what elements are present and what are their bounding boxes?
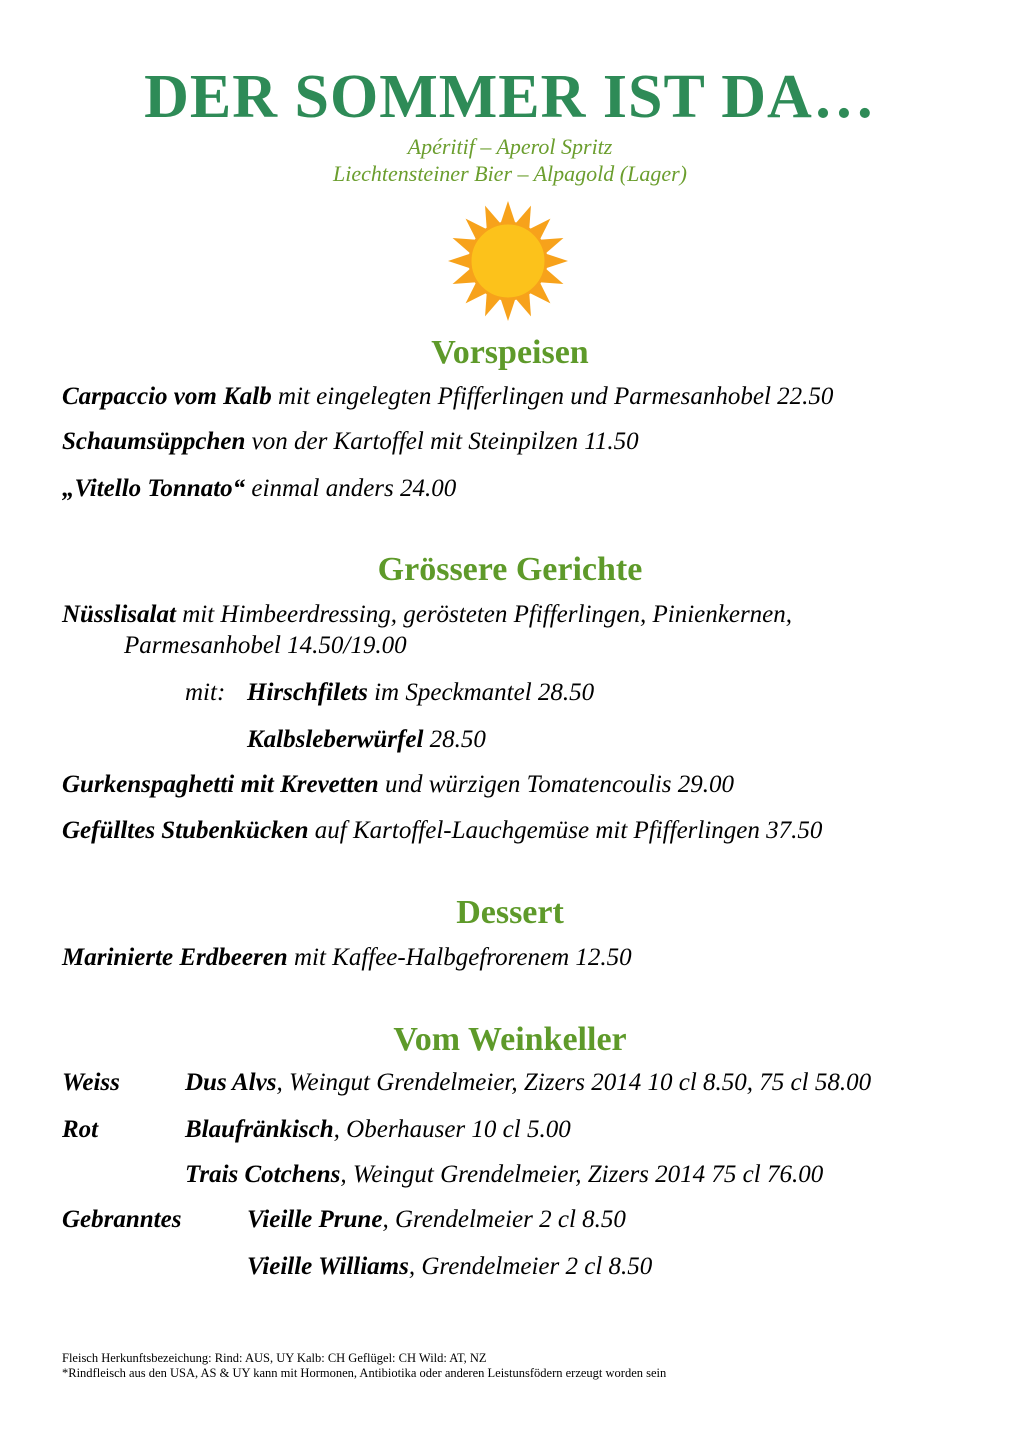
sun-ray	[500, 298, 515, 321]
beer-subtitle: Liechtensteiner Bier – Alpagold (Lager)	[333, 161, 687, 186]
menu-item	[62, 600, 792, 630]
wine-item	[185, 1068, 871, 1098]
item-description: , Grendelmeier 2 cl 8.50	[408, 1253, 653, 1280]
wine-item	[247, 1205, 626, 1235]
wine-category-label	[62, 1115, 98, 1145]
category-name: Rot	[62, 1116, 99, 1143]
menu-item	[62, 427, 639, 457]
item-description: , Oberhauser 10 cl 5.00	[333, 1116, 571, 1143]
item-description: und würzigen Tomatencoulis 29.00	[378, 771, 735, 798]
wine-item	[185, 1160, 823, 1190]
aperitif-subtitle: Apéritif – Aperol Spritz	[407, 134, 613, 159]
sun-ray	[448, 253, 471, 268]
menu-option	[247, 725, 486, 755]
sun-icon	[447, 200, 569, 322]
mit-label: mit:	[185, 679, 226, 706]
item-description: mit Kaffee-Halbgefrorenem 12.50	[287, 944, 632, 971]
category-name: Weiss	[62, 1069, 120, 1096]
item-description: im Speckmantel 28.50	[367, 679, 595, 706]
item-name: Blaufränkisch	[185, 1116, 334, 1143]
item-name: Kalbsleberwürfel	[247, 726, 424, 753]
section-heading-vorspeisen: Vorspeisen	[431, 334, 589, 371]
item-name: Marinierte Erdbeeren	[62, 944, 288, 971]
item-name: Vieille Williams	[247, 1253, 409, 1280]
menu-option	[247, 678, 594, 708]
wine-item	[185, 1115, 571, 1145]
menu-item-continuation: Parmesanhobel 14.50/19.00	[124, 632, 407, 659]
item-name: Gurkenspaghetti mit Krevetten	[62, 771, 379, 798]
item-name: Carpaccio vom Kalb	[62, 383, 272, 410]
item-description: von der Kartoffel mit Steinpilzen 11.50	[245, 428, 639, 455]
section-heading-weinkeller: Vom Weinkeller	[393, 1021, 627, 1058]
sun-ray	[545, 253, 568, 268]
item-name: Nüsslisalat	[62, 601, 176, 628]
origin-note: Fleisch Herkunftsbezeichung: Rind: AUS, UY Kalb: CH Geflügel: CH Wild: AT, NZ	[62, 1351, 487, 1365]
item-description: mit eingelegten Pfifferlingen und Parmesanhobel 22.50	[271, 383, 834, 410]
page-title: DER SOMMER IST DA…	[144, 63, 876, 131]
item-description: , Weingut Grendelmeier, Zizers 2014 10 cl 8.50, 75 cl 58.00	[276, 1069, 872, 1096]
menu-item	[62, 474, 456, 504]
item-description: , Grendelmeier 2 cl 8.50	[382, 1206, 626, 1233]
item-description: mit Himbeerdressing, gerösteten Pfifferlingen, Pinienkernen,	[175, 601, 793, 628]
menu-item	[62, 943, 632, 973]
category-name: Gebranntes	[62, 1206, 182, 1233]
item-name: Schaumsüppchen	[62, 428, 246, 455]
menu-item	[62, 382, 833, 412]
item-name: Gefülltes Stubenkücken	[62, 817, 309, 844]
sun-ray	[500, 201, 515, 224]
item-description: einmal anders 24.00	[245, 475, 457, 502]
hormone-note: *Rindfleisch aus den USA, AS & UY kann mit Hormonen, Antibiotika oder anderen Leistunsfödern erzeugt worden sein	[62, 1366, 667, 1380]
item-name: Trais Cotchens	[185, 1161, 341, 1188]
item-name: Vieille Prune	[247, 1206, 383, 1233]
menu-item	[62, 770, 734, 800]
wine-category-label	[62, 1068, 120, 1098]
item-description: , Weingut Grendelmeier, Zizers 2014 75 cl 76.00	[340, 1161, 824, 1188]
section-heading-dessert: Dessert	[456, 894, 564, 931]
item-name: Dus Alvs	[185, 1069, 277, 1096]
item-name: Hirschfilets	[247, 679, 368, 706]
wine-item	[247, 1252, 652, 1282]
item-description: auf Kartoffel-Lauchgemüse mit Pfifferlingen 37.50	[308, 817, 823, 844]
menu-item	[62, 816, 822, 846]
item-description: 28.50	[423, 726, 486, 753]
item-name: „Vitello Tonnato“	[62, 475, 246, 502]
wine-category-label	[62, 1205, 181, 1235]
section-heading-gerichte: Grössere Gerichte	[377, 551, 643, 588]
